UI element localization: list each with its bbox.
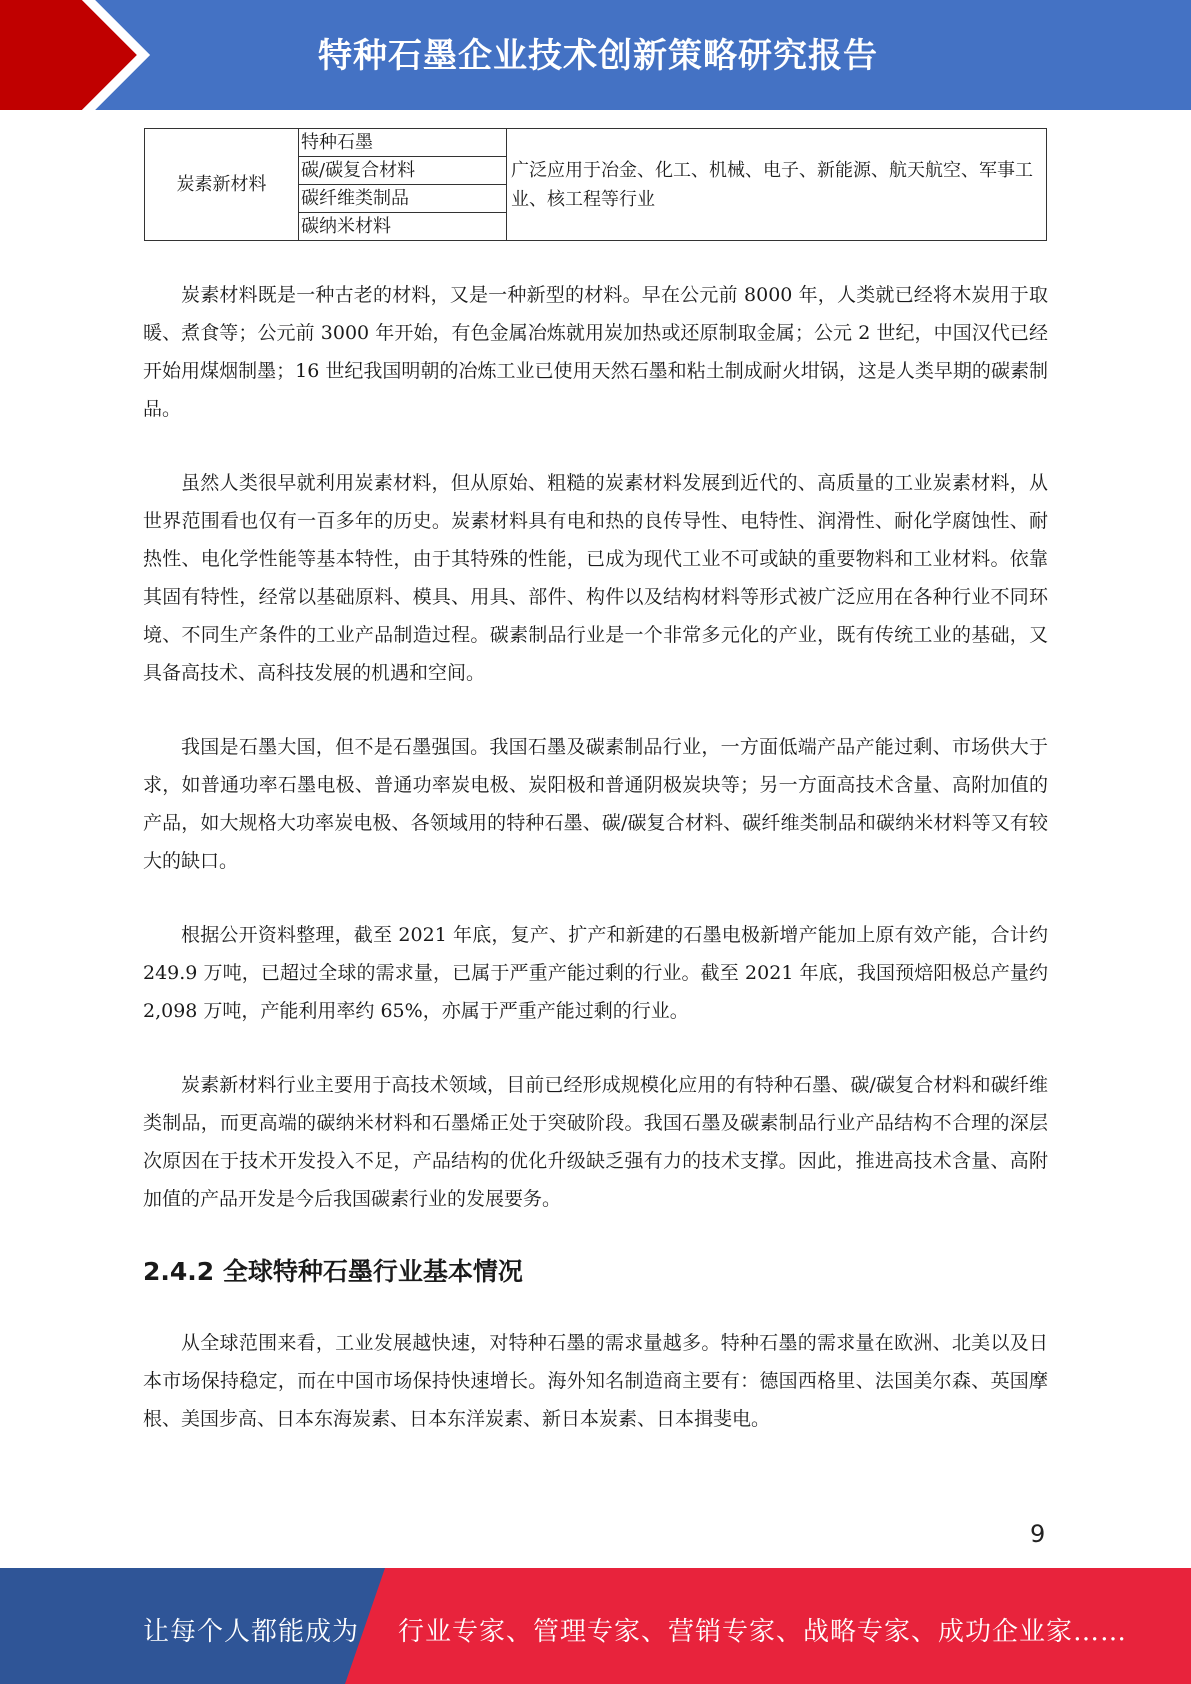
paragraph: 虽然人类很早就利用炭素材料，但从原始、粗糙的炭素材料发展到近代的、高质量的工业炭素材料，从世界范围看也仅有一百多年的历史。炭素材料具有电和热的良传导性、电特性、润滑性、耐化学腐蚀性、耐热性、电化学性能等基本特性，由于其特殊的性能，已成为现代工业不可或缺的重要物料和工业材料。依靠其固有特性，经常以基础原料、模具、用具、部件、构件以及结构材料等形式被广泛应用在各种行业不同环境、不同生产条件的工业产品制造过程。碳素制品行业是一个非常多元化的产业，既有传统工业的基础，又具备高技术、高科技发展的机遇和空间。 (143, 472, 1048, 684)
paragraph: 根据公开资料整理，截至 2021 年底，复产、扩产和新建的石墨电极新增产能加上原有效产能，合计约 249.9 万吨，已超过全球的需求量，已属于严重产能过剩的行业。截至 2021 年底，我国预焙阳极总产量约 2,098 万吨，产能利用率约 65%，亦属于严重产能过剩的行业。 (143, 924, 1048, 1022)
paragraph: 炭素新材料行业主要用于高技术领域，目前已经形成规模化应用的有特种石墨、碳/碳复合材料和碳纤维类制品，而更高端的碳纳米材料和石墨烯正处于突破阶段。我国石墨及碳素制品行业产品结构不合理的深层次原因在于技术开发投入不足，产品结构的优化升级缺乏强有力的技术支撑。因此，推进高技术含量、高附加值的产品开发是今后我国碳素行业的发展要务。 (143, 1074, 1048, 1210)
subcategory-cell: 碳纤维类制品 (299, 185, 507, 213)
footer-slogan-right: 行业专家、管理专家、营销专家、战略专家、成功企业家…… (398, 1617, 1128, 1647)
category-cell: 炭素新材料 (145, 129, 299, 241)
page-footer (0, 1568, 1191, 1684)
subcategory-cell: 碳纳米材料 (299, 213, 507, 241)
page-number: 9 (1030, 1520, 1046, 1548)
material-table (144, 128, 1047, 241)
paragraph: 我国是石墨大国，但不是石墨强国。我国石墨及碳素制品行业，一方面低端产品产能过剩、市场供大于求，如普通功率石墨电极、普通功率炭电极、炭阳极和普通阴极炭块等；另一方面高技术含量、高附加值的产品，如大规格大功率炭电极、各领域用的特种石墨、碳/碳复合材料、碳纤维类制品和碳纳米材料等又有较大的缺口。 (143, 736, 1048, 872)
paragraph: 炭素材料既是一种古老的材料，又是一种新型的材料。早在公元前 8000 年，人类就已经将木炭用于取暖、煮食等；公元前 3000 年开始，有色金属冶炼就用炭加热或还原制取金属；公元 2 世纪，中国汉代已经开始用煤烟制墨；16 世纪我国明朝的冶炼工业已使用天然石墨和粘土制成耐火坩锅，这是人类早期的碳素制品。 (143, 284, 1048, 420)
subcategory-cell: 特种石墨 (299, 129, 507, 157)
subcategory-cell: 碳/碳复合材料 (299, 157, 507, 185)
report-title: 特种石墨企业技术创新策略研究报告 (318, 36, 878, 76)
table-row (145, 129, 1047, 157)
page-header (0, 0, 1191, 110)
paragraph: 从全球范围来看，工业发展越快速，对特种石墨的需求量越多。特种石墨的需求量在欧洲、北美以及日本市场保持稳定，而在中国市场保持快速增长。海外知名制造商主要有：德国西格里、法国美尔森、英国摩根、美国步高、日本东海炭素、日本东洋炭素、新日本炭素、日本揖斐电。 (143, 1332, 1048, 1430)
body-content (143, 276, 1048, 1474)
footer-slogan-left: 让每个人都能成为 (143, 1617, 360, 1647)
section-heading: 2.4.2 全球特种石墨行业基本情况 (143, 1257, 523, 1286)
application-cell: 广泛应用于冶金、化工、机械、电子、新能源、航天航空、军事工业、核工程等行业 (507, 129, 1047, 241)
